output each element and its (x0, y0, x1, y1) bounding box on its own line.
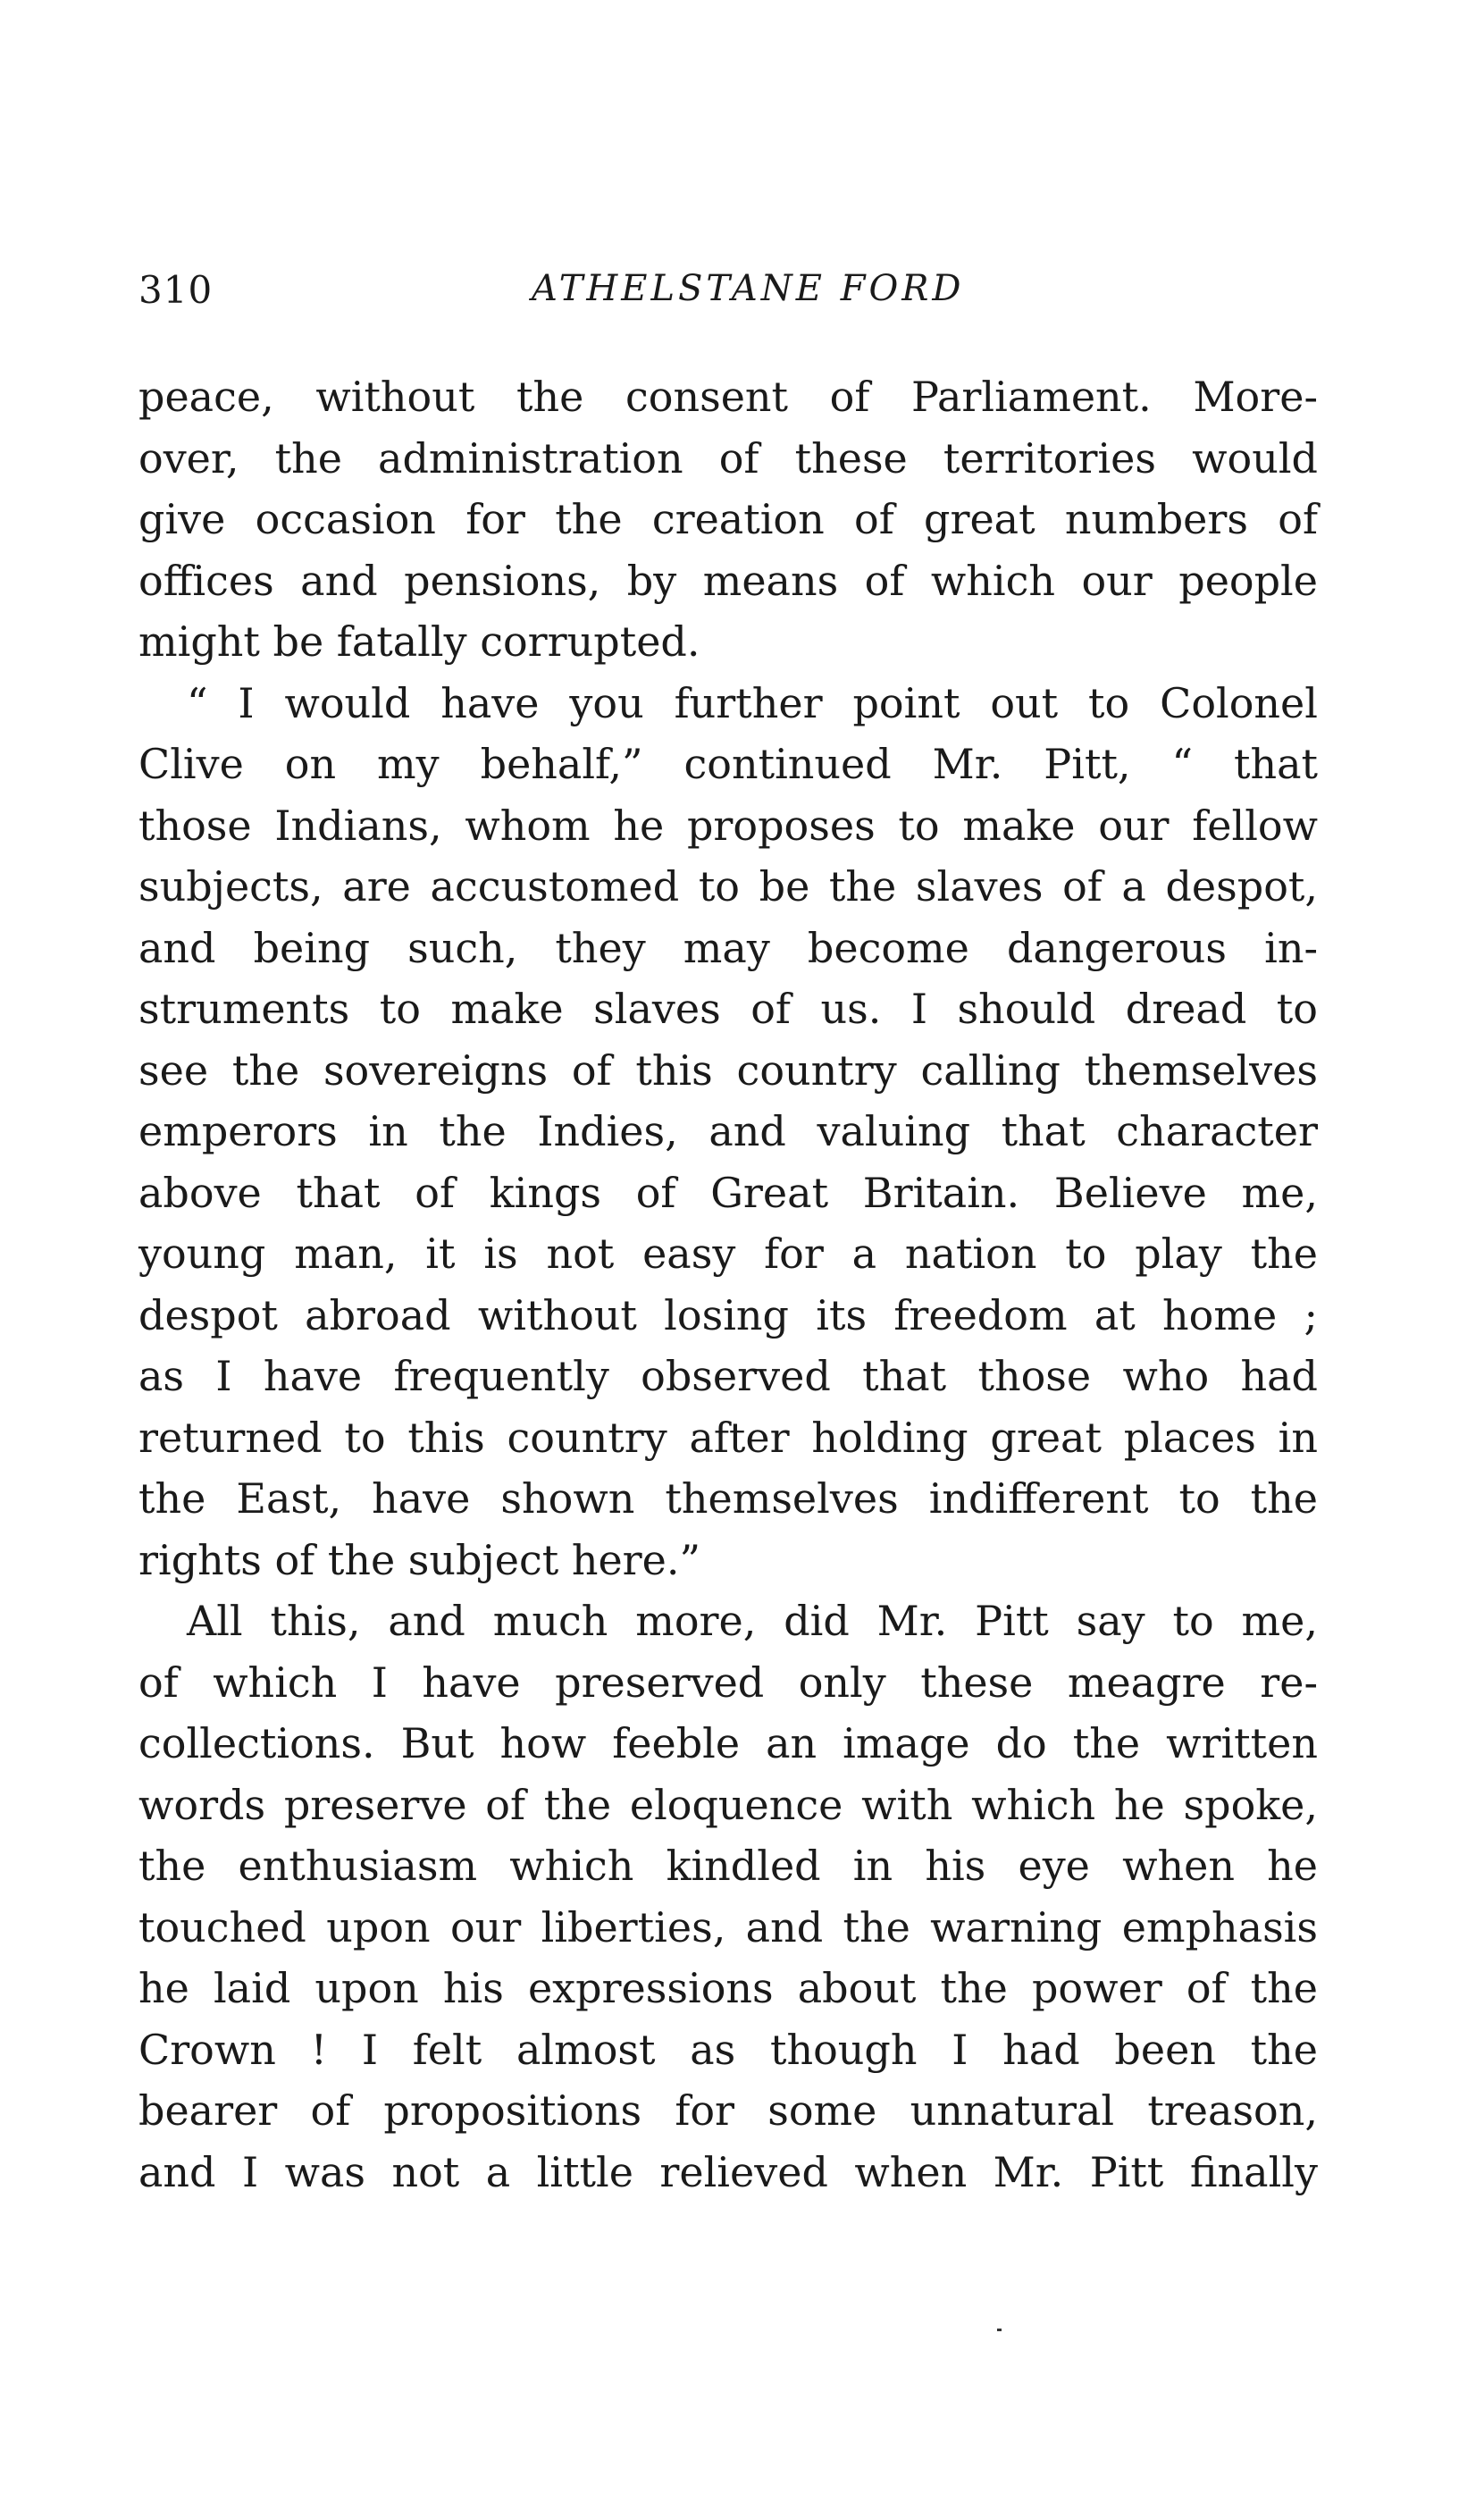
text-line: Clive on my behalf,” continued Mr. Pitt, “ that (138, 740, 1318, 788)
text-line: rights of the subject here.” (138, 1535, 701, 1584)
text-line: and I was not a little relieved when Mr. Pitt finally (138, 2147, 1318, 2196)
body-text (138, 366, 1318, 2203)
page-number: 310 (138, 268, 214, 312)
text-line: despot abroad without losing its freedom at home ; (138, 1290, 1318, 1339)
text-line: emperors in the Indies, and valuing that character (138, 1107, 1318, 1155)
text-line: Crown ! I felt almost as though I had been the (138, 2025, 1318, 2074)
print-speck (997, 2329, 1002, 2331)
text-line: he laid upon his expressions about the power of the (138, 1964, 1318, 2012)
text-line: collections. But how feeble an image do the written (138, 1719, 1318, 1767)
text-line: the enthusiasm which kindled in his eye when he (138, 1842, 1318, 1890)
text-line: young man, it is not easy for a nation to play the (138, 1230, 1318, 1278)
text-line: above that of kings of Great Britain. Believe me, (138, 1168, 1318, 1217)
page-header (138, 268, 1318, 322)
text-line: offices and pensions, by means of which our people (138, 556, 1318, 605)
text-line: of which I have preserved only these meagre re- (138, 1658, 1318, 1707)
text-line: touched upon our liberties, and the warning emphasis (138, 1902, 1318, 1951)
text-line: words preserve of the eloquence with which he spoke, (138, 1780, 1318, 1829)
text-line: those Indians, whom he proposes to make our fellow (138, 801, 1318, 850)
running-title: ATHELSTANE FORD (532, 268, 965, 309)
text-line: over, the administration of these territories would (138, 433, 1318, 483)
text-line: “ I would have you further point out to Colonel (187, 678, 1318, 727)
text-line: as I have frequently observed that those who had (138, 1352, 1318, 1400)
text-line: bearer of propositions for some unnatural treason, (138, 2086, 1318, 2135)
text-line: All this, and much more, did Mr. Pitt say to me, (187, 1597, 1318, 1645)
text-line: subjects, are accustomed to be the slaves of a despot, (138, 862, 1318, 911)
text-line: give occasion for the creation of great numbers of (138, 495, 1318, 543)
text-line: peace, without the consent of Parliament. More- (138, 373, 1318, 421)
text-line: returned to this country after holding great places in (138, 1413, 1318, 1462)
text-line: the East, have shown themselves indifferent to the (138, 1474, 1318, 1523)
text-line: see the sovereigns of this country calling themselves (138, 1045, 1318, 1095)
text-line: and being such, they may become dangerous in- (138, 923, 1318, 972)
text-line: might be fatally corrupted. (138, 617, 700, 666)
text-line: struments to make slaves of us. I should dread to (138, 985, 1318, 1033)
